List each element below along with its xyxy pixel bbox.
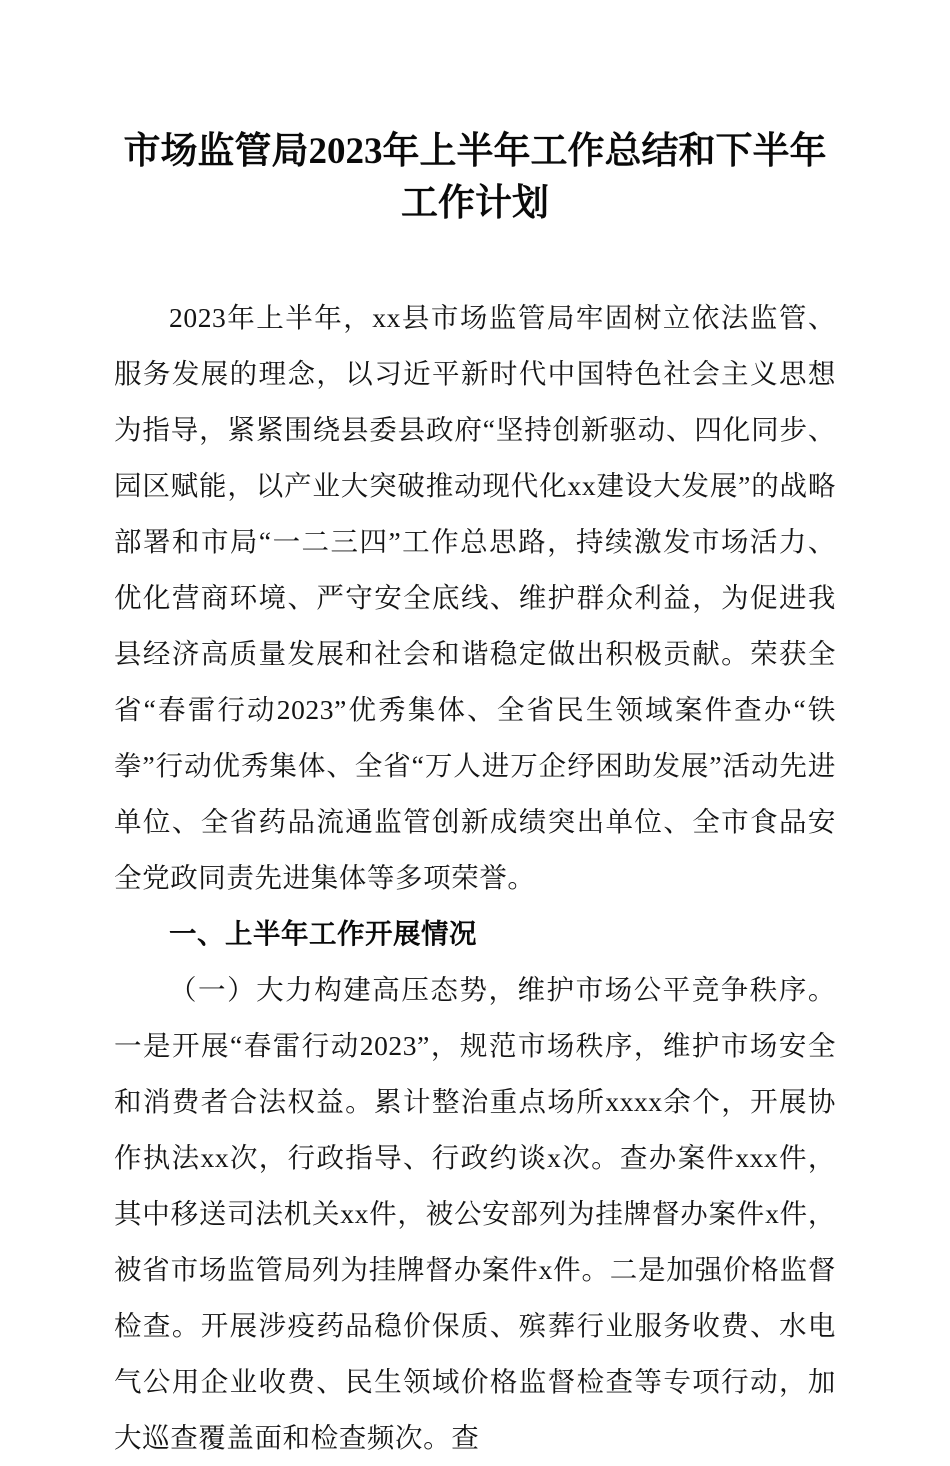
page-title-line-1: 市场监管局2023年上半年工作总结和下半年 bbox=[123, 131, 827, 172]
page-title bbox=[114, 0, 836, 230]
section-heading-1: 一、上半年工作开展情况 bbox=[169, 918, 477, 949]
page-title-line-2: 工作计划 bbox=[401, 183, 549, 224]
document-content-column bbox=[114, 0, 836, 1466]
lead-paragraph: 2023年上半年，xx县市场监管局牢固树立依法监管、服务发展的理念，以习近平新时代中国特色社会主义思想为指导，紧紧围绕县委县政府“坚持创新驱动、四化同步、园区赋能，以产业大突破推动现代化xx建设大发展”的战略部署和市局“一二三四”工作总思路，持续激发市场活力、优化营商环境、严守安全底线、维护群众利益，为促进我县经济高质量发展和社会和谐稳定做出积极贡献。荣获全省“春雷行动2023”优秀集体、全省民生领域案件查办“铁拳”行动优秀集体、全省“万人进万企纾困助发展”活动先进单位、全省药品流通监管创新成绩突出单位、全市食品安全党政同责先进集体等多项荣誉。 bbox=[114, 302, 836, 893]
subsection-paragraph-1: （一）大力构建高压态势，维护市场公平竞争秩序。一是开展“春雷行动2023”，规范市场秩序，维护市场安全和消费者合法权益。累计整治重点场所xxxx余个，开展协作执法xx次，行政指导、行政约谈x次。查办案件xxx件，其中移送司法机关xx件，被公安部列为挂牌督办案件x件，被省市场监管局列为挂牌督办案件x件。二是加强价格监督检查。开展涉疫药品稳价保质、殡葬行业服务收费、水电气公用企业收费、民生领域价格监督检查等专项行动，加大巡查覆盖面和检查频次。查 bbox=[114, 974, 836, 1453]
